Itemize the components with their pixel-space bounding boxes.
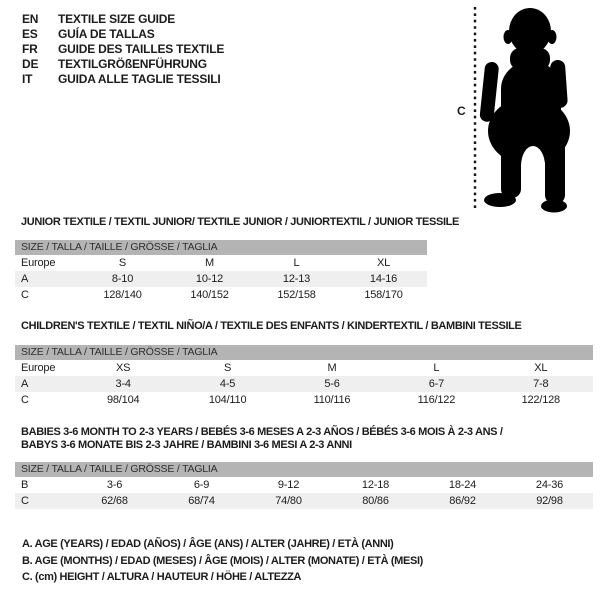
size-cell: 104/110: [208, 394, 247, 406]
size-cell: S: [224, 362, 232, 374]
language-row: [22, 72, 224, 87]
height-measure-label: C: [457, 104, 466, 118]
size-cell: 86/92: [449, 495, 476, 507]
row-label: Europe: [21, 257, 56, 269]
language-row: [22, 57, 224, 72]
row-label: C: [21, 495, 29, 507]
size-cell: 4-5: [219, 378, 236, 390]
junior-size-section: [15, 216, 460, 303]
table-row: [15, 287, 427, 303]
legend-notes: [22, 536, 423, 586]
language-title: TEXTILGRÖßENFÜHRUNG: [58, 57, 207, 71]
junior-size-table: [15, 255, 427, 303]
babies-table-title-line1: BABIES 3-6 MONTH TO 2-3 YEARS / BEBÉS 3-6 MESES A 2-3 AÑOS / BÉBÉS 3-6 MOIS À 2-3 ANS /: [21, 426, 503, 438]
size-cell: 18-24: [448, 479, 477, 491]
table-row: [15, 255, 427, 271]
junior-table-title: JUNIOR TEXTILE / TEXTIL JUNIOR/ TEXTILE JUNIOR / JUNIORTEXTIL / JUNIOR TESSILE: [21, 216, 460, 228]
row-label: C: [21, 289, 29, 301]
language-title: TEXTILE SIZE GUIDE: [58, 12, 176, 26]
size-cell: M: [205, 257, 214, 269]
table-row: [15, 477, 593, 493]
size-cell: 98/104: [106, 394, 140, 406]
language-code: DE: [22, 57, 39, 71]
babies-size-table: [15, 477, 593, 509]
babies-table-title-line2: BABYS 3-6 MONATE BIS 2-3 JAHRE / BAMBINI 3-6 MESI A 2-3 ANNI: [21, 439, 352, 451]
table-row: [15, 376, 593, 392]
language-title-list: [22, 12, 224, 87]
children-size-table: [15, 360, 593, 408]
size-cell: 7-8: [533, 378, 549, 390]
size-header-bar: SIZE / TALLA / TAILLE / GRÖSSE / TAGLIA: [15, 240, 427, 255]
size-cell: 12-18: [361, 479, 390, 491]
baby-silhouette-icon: [455, 4, 600, 216]
size-cell: XL: [534, 362, 548, 374]
row-label: A: [21, 378, 29, 390]
size-cell: 68/74: [188, 495, 215, 507]
row-label: C: [21, 394, 29, 406]
language-title: GUIDA ALLE TAGLIE TESSILI: [58, 72, 221, 86]
baby-height-figure: [455, 4, 600, 216]
size-cell: S: [118, 257, 127, 269]
size-cell: 62/68: [101, 495, 128, 507]
table-row: [15, 392, 593, 408]
size-cell: 3-4: [115, 378, 131, 390]
language-row: [22, 12, 224, 27]
size-cell: 74/80: [275, 495, 302, 507]
size-cell: 6-7: [428, 378, 445, 390]
size-cell: L: [293, 257, 300, 269]
language-code: EN: [22, 12, 39, 26]
size-cell: 10-12: [195, 273, 224, 285]
size-cell: 24-36: [535, 479, 564, 491]
size-cell: 12-13: [282, 273, 311, 285]
size-cell: 92/98: [536, 495, 563, 507]
size-cell: XS: [116, 362, 131, 374]
size-cell: 140/152: [190, 289, 229, 301]
size-cell: M: [327, 362, 337, 374]
size-cell: 110/116: [313, 394, 351, 406]
legend-note-b: B. AGE (MONTHS) / EDAD (MESES) / ÂGE (MOIS) / ALTER (MONATE) / ETÀ (MESI): [22, 554, 423, 567]
size-cell: 116/122: [417, 394, 456, 406]
row-label: Europe: [21, 362, 56, 374]
size-cell: 122/128: [521, 394, 560, 406]
children-table-title: CHILDREN'S TEXTILE / TEXTIL NIÑO/A / TEXTILE DES ENFANTS / KINDERTEXTIL / BAMBINI TESSILE: [21, 320, 522, 332]
legend-note-a: A. AGE (YEARS) / EDAD (AÑOS) / ÂGE (ANS) / ALTER (JAHRE) / ETÀ (ANNI): [22, 538, 394, 550]
row-label: A: [21, 273, 29, 285]
children-size-section: [15, 320, 593, 408]
table-row: [15, 271, 427, 287]
size-cell: 158/170: [364, 289, 403, 301]
size-cell: 152/158: [277, 289, 316, 301]
language-row: [22, 27, 224, 42]
size-cell: 9-12: [277, 479, 300, 491]
language-code: IT: [22, 72, 33, 86]
size-cell: L: [433, 362, 440, 374]
legend-note-c: C. (cm) HEIGHT / ALTURA / HAUTEUR / HÖHE / ALTEZZA: [22, 571, 302, 583]
size-header-bar: SIZE / TALLA / TAILLE / GRÖSSE / TAGLIA: [15, 345, 593, 360]
language-code: FR: [22, 42, 38, 56]
table-row: [15, 493, 593, 509]
size-cell: XL: [376, 257, 391, 269]
language-title: GUÍA DE TALLAS: [58, 27, 155, 41]
language-title: GUIDE DES TAILLES TEXTILE: [58, 42, 225, 56]
size-cell: 5-6: [324, 378, 340, 390]
language-row: [22, 42, 224, 57]
language-code: ES: [22, 27, 38, 41]
table-row: [15, 360, 593, 376]
size-cell: 6-9: [193, 479, 210, 491]
row-label: B: [21, 479, 29, 491]
size-cell: 80/86: [362, 495, 389, 507]
size-cell: 128/140: [103, 289, 142, 301]
babies-size-section: [15, 426, 593, 509]
size-cell: 8-10: [111, 273, 134, 285]
size-header-bar: SIZE / TALLA / TAILLE / GRÖSSE / TAGLIA: [15, 462, 593, 477]
size-cell: 3-6: [106, 479, 123, 491]
size-cell: 14-16: [369, 273, 398, 285]
